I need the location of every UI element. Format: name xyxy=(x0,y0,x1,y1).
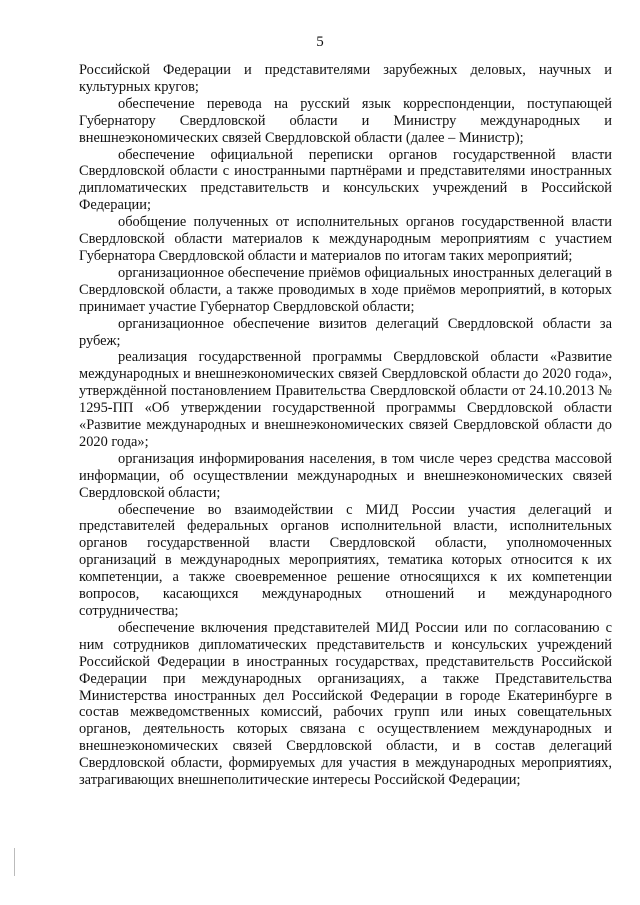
page-number: 5 xyxy=(316,34,324,50)
paragraph-state-program: реализация государственной программы Свердловской области «Развитие международных и внешнеэкономических связей Свердловской области до 2020 года», утверждённой постановлением Правительства Свердловской области от 24.10.2013 № 1295-ПП «Об утверждении государственной программы Свердловской области «Развитие международных и внешнеэкономических связей Свердловской области до 2020 года»; xyxy=(79,349,612,450)
paragraph-materials-summary: обобщение полученных от исполнительных органов государственной власти Свердловской области материалов к международным мероприятиям с участием Губернатора Свердловской области и материалов по итогам таких мероприятий; xyxy=(79,214,612,264)
paragraph-visits-abroad: организационное обеспечение визитов делегаций Свердловской области за рубеж; xyxy=(79,315,612,349)
paragraph-mfa-inclusion: обеспечение включения представителей МИД России или по согласованию с ним сотрудников дипломатических представительств и консульских учреждений Российской Федерации в иностранных государствах, представительств Российской Федерации при международных организациях, а также Представительства Министерства иностранных дел Российской Федерации в городе Екатеринбурге в состав межведомственных комиссий, рабочих групп или иных совещательных органов, деятельность которых связана с осуществлением международных и внешнеэкономических связей Свердловской области, и в состав делегаций Свердловской области, формируемых для участия в международных мероприятиях, затрагивающих внешнеполитические интересы Российской Федерации; xyxy=(79,619,612,789)
paragraph-continuation: Российской Федерации и представителями зарубежных деловых, научных и культурных кругов; xyxy=(79,62,612,95)
paragraph-translation: обеспечение перевода на русский язык корреспонденции, поступающей Губернатору Свердловской области и Министру международных и внешнеэкономических связей Свердловской области (далее – Министр); xyxy=(79,95,612,146)
paragraph-public-information: организация информирования населения, в том числе через средства массовой информации, об осуществлении международных и внешнеэкономических связей Свердловской области; xyxy=(79,450,612,501)
paragraph-delegation-receptions: организационное обеспечение приёмов официальных иностранных делегаций в Свердловской области, а также проводимых в ходе приёмов мероприятий, в которых принимает участие Губернатор Свердловской области; xyxy=(79,264,612,315)
document-body xyxy=(79,62,612,789)
scan-margin-mark xyxy=(14,848,15,876)
paragraph-mfa-participation: обеспечение во взаимодействии с МИД России участия делегаций и представителей федеральных органов исполнительной власти, исполнительных органов государственной власти Свердловской области, уполномоченных организаций в международных мероприятиях, тематика которых относится к их компетенции, а также своевременное решение относящихся к их компетенции вопросов, касающихся международных отношений и международного сотрудничества; xyxy=(79,501,612,619)
paragraph-official-correspondence: обеспечение официальной переписки органов государственной власти Свердловской области с иностранными партнёрами и представителями иностранных дипломатических представительств и консульских учреждений в Российской Федерации; xyxy=(79,146,612,214)
